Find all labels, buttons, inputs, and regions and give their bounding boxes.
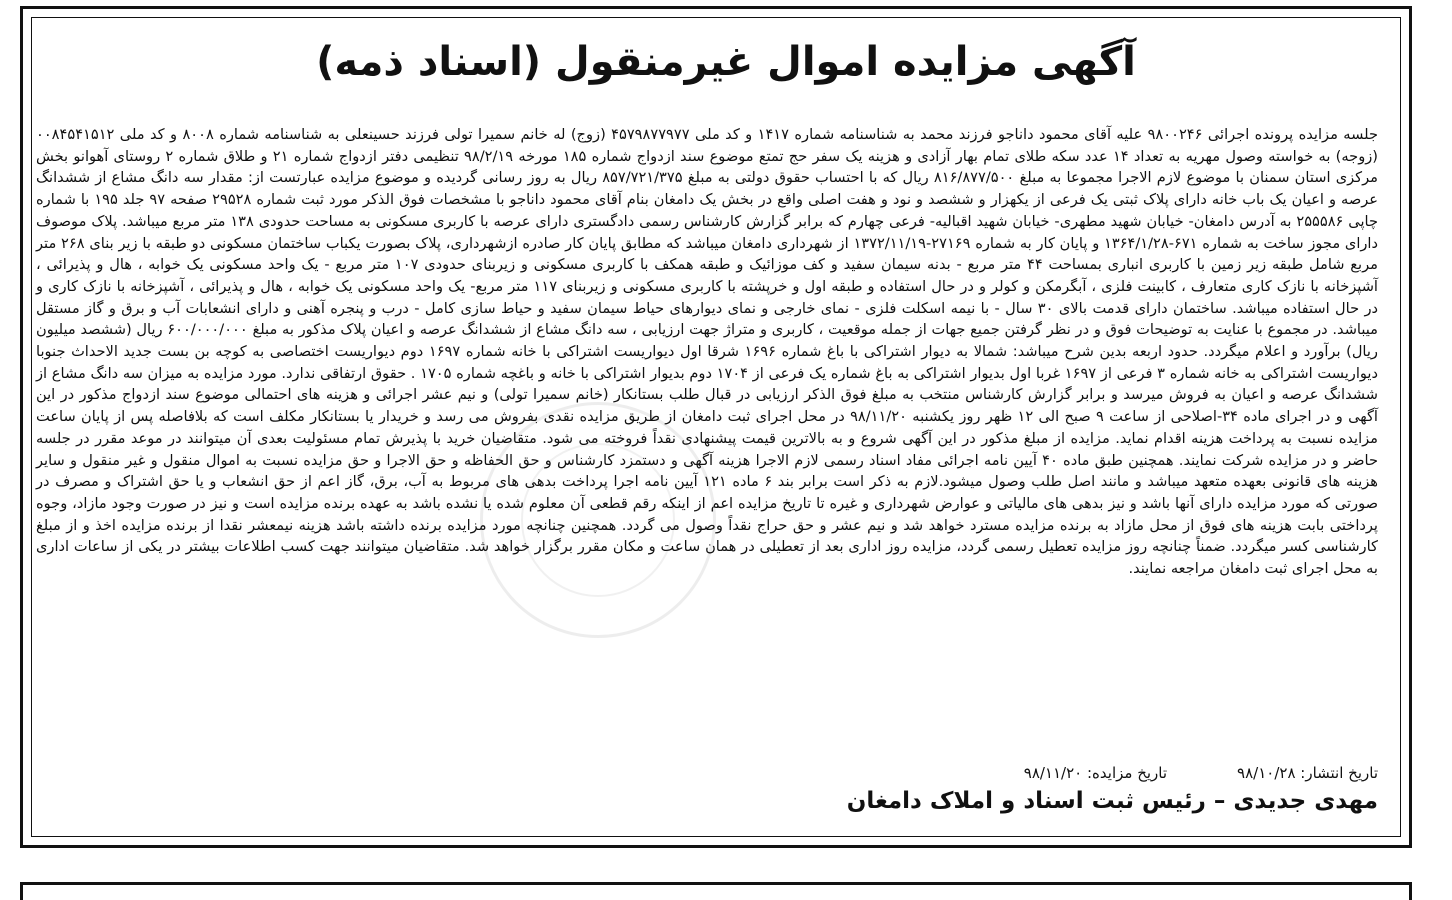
next-notice-border: [20, 882, 1412, 900]
notice-body: [36, 124, 1378, 580]
auction-date-text: تاریخ مزایده: ۹۸/۱۱/۲۰: [1023, 764, 1168, 782]
dates-row: [36, 762, 1378, 784]
auction-date: [1024, 762, 1167, 784]
publish-date: [1237, 762, 1378, 784]
notice-title: آگهی مزایده اموال غیرمنقول (اسناد ذمه): [316, 39, 1136, 85]
notice-body-text: جلسه مزایده پرونده اجرائی ۹۸۰۰۲۴۶ علیه آقای محمود داناجو فرزند محمد به شناسنامه شماره ۱۴۱۷ و کد ملی ۴۵۷۹۸۷۷۹۷۷ (زوج) له خانم سمیرا تولی فرزند حسینعلی به شناسنامه شماره ۸۰۰۸ و کد ملی ۰۰۸۴۵۴۱۵۱۲ (زوجه) به خواسته وصول مهریه به تعداد ۱۴ عدد سکه طلای تمام بهار آزادی و هزینه یک سفر حج تمتع موضوع سند ازدواج شماره ۱۸۵ مورخه ۹۸/۲/۱۹ تنظیمی دفتر ازدواج شماره ۲۱ و طلاق شماره ۲ روستای آهوانو بخش مرکزی استان سمنان با موضوع لازم الاجرا مجموعا به مبلغ ۸۱۶/۸۷۷/۵۰۰ ریال که با احتساب حقوق دولتی به مبلغ ۸۵۷/۷۲۱/۳۷۵ ریال به روز رسانی گردیده و موضوع مزایده عبارتست از: مقدار سه دانگ مشاع از ششدانگ عرصه و اعیان یک باب خانه دارای پلاک ثبتی یک فرعی از یکهزار و ششصد و نود و هفت اصلی واقع در بخش یک دامغان بنام آقای محمود داناجو با مشخصات فوق الذکر مورد ثبت شماره ۲۹۵۲۸ صفحه ۹۷ جلد ۱۹۵ با شماره چاپی ۲۵۵۵۸۶ به آدرس دامغان- خیابان شهید مطهری- خیابان شهید اقبالیه- فرعی چهارم که برابر گزارش کارشناس رسمی دادگستری دارای عرصه با کاربری مسکونی به مساحت حدودی ۱۳۸ متر مربع میباشد. پلاک موصوف دارای مجوز ساخت به شماره ۶۷۱-۱۳۶۴/۱/۲۸ و پایان کار به شماره ۲۷۱۶۹-۱۳۷۲/۱۱/۱۹ از شهرداری دامغان میباشد که مطابق پایان کار صادره ازشهرداری، پلاک بصورت یکباب ساختمان مسکونی دو طبقه با زیر بنای ۲۶۸ متر مربع شامل طبقه زیر زمین با کاربری انباری بمساحت ۴۴ متر مربع - بدنه سیمان سفید و کف موزائیک و طبقه همکف با کاربری مسکونی و زیربنای حدودی ۱۰۷ متر مربع - یک واحد مسکونی یک خوابه ، هال و پذیرائی ، آشپزخانه با نازک کاری متعارف ، کابینت فلزی ، آبگرمکن و کولر و در حال استفاده و طبقه اول و خرپشته با کاربری مسکونی و زیربنای ۱۱۷ متر مربع- یک واحد مسکونی یک خوابه ، هال و پذیرائی ، آشپزخانه با نازک کاری و در حال استفاده میباشد. ساختمان دارای قدمت بالای ۳۰ سال - با نیمه اسکلت فلزی - نمای خارجی و نمای دیوارهای حیاط سیمان سفید و حیاط سازی کامل - درب و پنجره آهنی و دارای انشعابات آب و برق و گاز مستقل میباشد. در مجموع با عنایت به توضیحات فوق و در نظر گرفتن جمیع جهات از جمله موقعیت ، کاربری و متراژ جهت ارزیابی ، سه دانگ مشاع از ششدانگ عرصه و اعیان پلاک مذکور به مبلغ ۶۰۰/۰۰۰/۰۰۰ ریال (ششصد میلیون ریال) برآورد و اعلام میگردد. حدود اربعه بدین شرح میباشد: شمالا به دیوار اشتراکی با باغ شماره ۱۶۹۶ شرقا اول دیواریست اشتراکی با خانه شماره ۱۶۹۷ دوم دیواریست اختصاصی به کوچه بن بست جدید الاحداث جنوبا دیواریست اشتراکی به خانه شماره ۳ فرعی از ۱۶۹۷ غربا اول بدیوار اشتراکی به باغ شماره یک فرعی از ۱۷۰۴ دوم بدیوار اشتراکی با خانه و باغچه شماره ۱۷۰۵ . حقوق ارتفاقی ندارد. مورد مزایده به میزان سه دانگ مشاع از ششدانگ عرصه و اعیان به فروش میرسد و برابر گزارش کارشناس منتخب به مبلغ فوق الذکر ارزیابی در قبال طلب بستانکار (خانم سمیرا تولی) و نیم عشر اجرائی و هزینه های احتمالی موضوع سند ازدواج مذکور در این آگهی و در اجرای ماده ۳۴-اصلاحی از ساعت ۹ صبح الی ۱۲ ظهر روز یکشنبه ۹۸/۱۱/۲۰ در محل اجرای ثبت دامغان از طریق مزایده نقدی بفروش می رسد و خریدار یا بستانکار مکلف است که بلافاصله پس از پایان ساعت مزایده نسبت به پرداخت هزینه اقدام نماید. مزایده از مبلغ مذکور در این آگهی شروع و به بالاترین قیمت پیشنهادی نقداً فروخته می شود. متقاضیان خرید با پذیرش تمام مسئولیت بعدی آن میتوانند در موعد مقرر در جلسه حاضر و در مزایده شرکت نمایند. همچنین طبق ماده ۴۰ آیین نامه اجرائی مفاد اسناد رسمی لازم الاجرا هزینه آگهی و دستمزد کارشناس و حق الحفاظه و حق الاجرا و حق مزایده نسبت به اموال منقول و غیر منقول و سایر هزینه های قانونی بعهده متعهد میباشد و مانند اصل طلب وصول میشود.لازم به ذکر است برابر بند ۶ ماده ۱۲۱ آیین نامه اجرا پرداخت بدهی های مربوط به آب، برق، گاز اعم از حق انشعاب و یا حق اشتراک و مصرف در صورتی که مورد مزایده دارای آنها باشد و نیز بدهی های مالیاتی و عوارض شهرداری و غیره تا تاریخ مزایده اعم از اینکه رقم قطعی آن معلوم شده یا نشده باشد به عهده برنده مزایده است و نیز در صورت وجود مازاد، وجوه پرداختی بابت هزینه های فوق از محل مازاد به برنده مزایده مسترد خواهد شد و نیم عشر و حق حراج نقداً وصول می گردد. همچنین چنانچه مورد مزایده برنده داشته باشد هزینه نیمعشر نقدا از برنده مزایده اخذ و از مبلغ کارشناسی کسر میگردد. ضمناً چنانچه روز مزایده تعطیل رسمی گردد، مزایده روز اداری بعد از تعطیلی در همان ساعت و مکان مقرر برگزار خواهد شد. متقاضیان میتوانند جهت کسب اطلاعات بیشتر در یکی از ساعات اداری به محل اجرای ثبت دامغان مراجعه نمایند.: [36, 126, 1379, 578]
signature-line: مهدی جدیدی – رئیس ثبت اسناد و املاک دامغان: [846, 788, 1378, 814]
publish-date-text: تاریخ انتشار: ۹۸/۱۰/۲۸: [1237, 764, 1378, 782]
